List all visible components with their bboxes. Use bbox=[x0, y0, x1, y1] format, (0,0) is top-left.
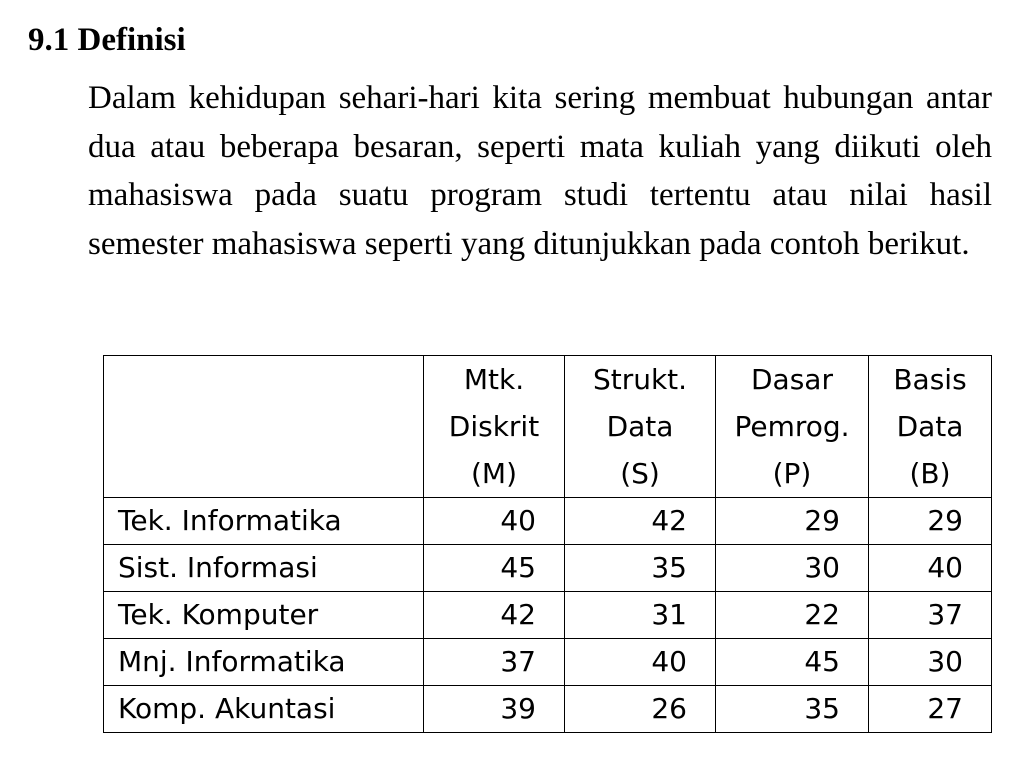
row-label: Mnj. Informatika bbox=[104, 639, 424, 686]
header-line: (B) bbox=[909, 457, 951, 490]
table-cell: 30 bbox=[716, 545, 869, 592]
column-header-mtk-diskrit bbox=[424, 356, 565, 498]
table-cell: 45 bbox=[716, 639, 869, 686]
header-line: Dasar bbox=[751, 363, 833, 396]
row-label: Sist. Informasi bbox=[104, 545, 424, 592]
column-header-basis-data bbox=[869, 356, 992, 498]
table-cell: 37 bbox=[869, 592, 992, 639]
course-score-table bbox=[103, 355, 992, 733]
table-cell: 40 bbox=[565, 639, 716, 686]
header-line: Basis bbox=[893, 363, 967, 396]
table-cell: 45 bbox=[424, 545, 565, 592]
header-line: (M) bbox=[470, 457, 517, 490]
table-cell: 26 bbox=[565, 686, 716, 733]
table-cell: 29 bbox=[869, 498, 992, 545]
table-cell: 30 bbox=[869, 639, 992, 686]
header-line: Diskrit bbox=[448, 410, 540, 443]
table-row bbox=[104, 639, 992, 686]
table-cell: 22 bbox=[716, 592, 869, 639]
table-cell: 35 bbox=[716, 686, 869, 733]
row-label: Komp. Akuntasi bbox=[104, 686, 424, 733]
table-cell: 42 bbox=[565, 498, 716, 545]
table-row bbox=[104, 545, 992, 592]
table-cell: 37 bbox=[424, 639, 565, 686]
table-cell: 27 bbox=[869, 686, 992, 733]
table-cell: 31 bbox=[565, 592, 716, 639]
column-header-dasar-pemrog bbox=[716, 356, 869, 498]
table-cell: 35 bbox=[565, 545, 716, 592]
table-cell: 29 bbox=[716, 498, 869, 545]
table-corner-cell bbox=[104, 356, 424, 498]
table-cell: 40 bbox=[424, 498, 565, 545]
table-cell: 39 bbox=[424, 686, 565, 733]
header-line: (S) bbox=[620, 457, 660, 490]
table-header-row bbox=[104, 356, 992, 498]
header-line: Mtk. bbox=[463, 363, 525, 396]
header-line: Data bbox=[606, 410, 674, 443]
row-label: Tek. Informatika bbox=[104, 498, 424, 545]
header-line: Strukt. bbox=[592, 363, 688, 396]
table-cell: 42 bbox=[424, 592, 565, 639]
header-line: (P) bbox=[772, 457, 812, 490]
row-label: Tek. Komputer bbox=[104, 592, 424, 639]
column-header-strukt-data bbox=[565, 356, 716, 498]
header-line: Pemrog. bbox=[734, 410, 850, 443]
section-title: 9.1 Definisi bbox=[28, 22, 186, 58]
table-row bbox=[104, 592, 992, 639]
table-row bbox=[104, 686, 992, 733]
intro-paragraph: Dalam kehidupan sehari-hari kita sering membuat hubungan antar dua atau beberapa besaran, seperti mata kuliah yang diikuti oleh mahasiswa pada suatu program studi tertentu atau nilai hasil semester mahasiswa seperti yang ditunjukkan pada contoh berikut. bbox=[88, 80, 992, 262]
header-line: Data bbox=[896, 410, 964, 443]
table-row bbox=[104, 498, 992, 545]
table-cell: 40 bbox=[869, 545, 992, 592]
